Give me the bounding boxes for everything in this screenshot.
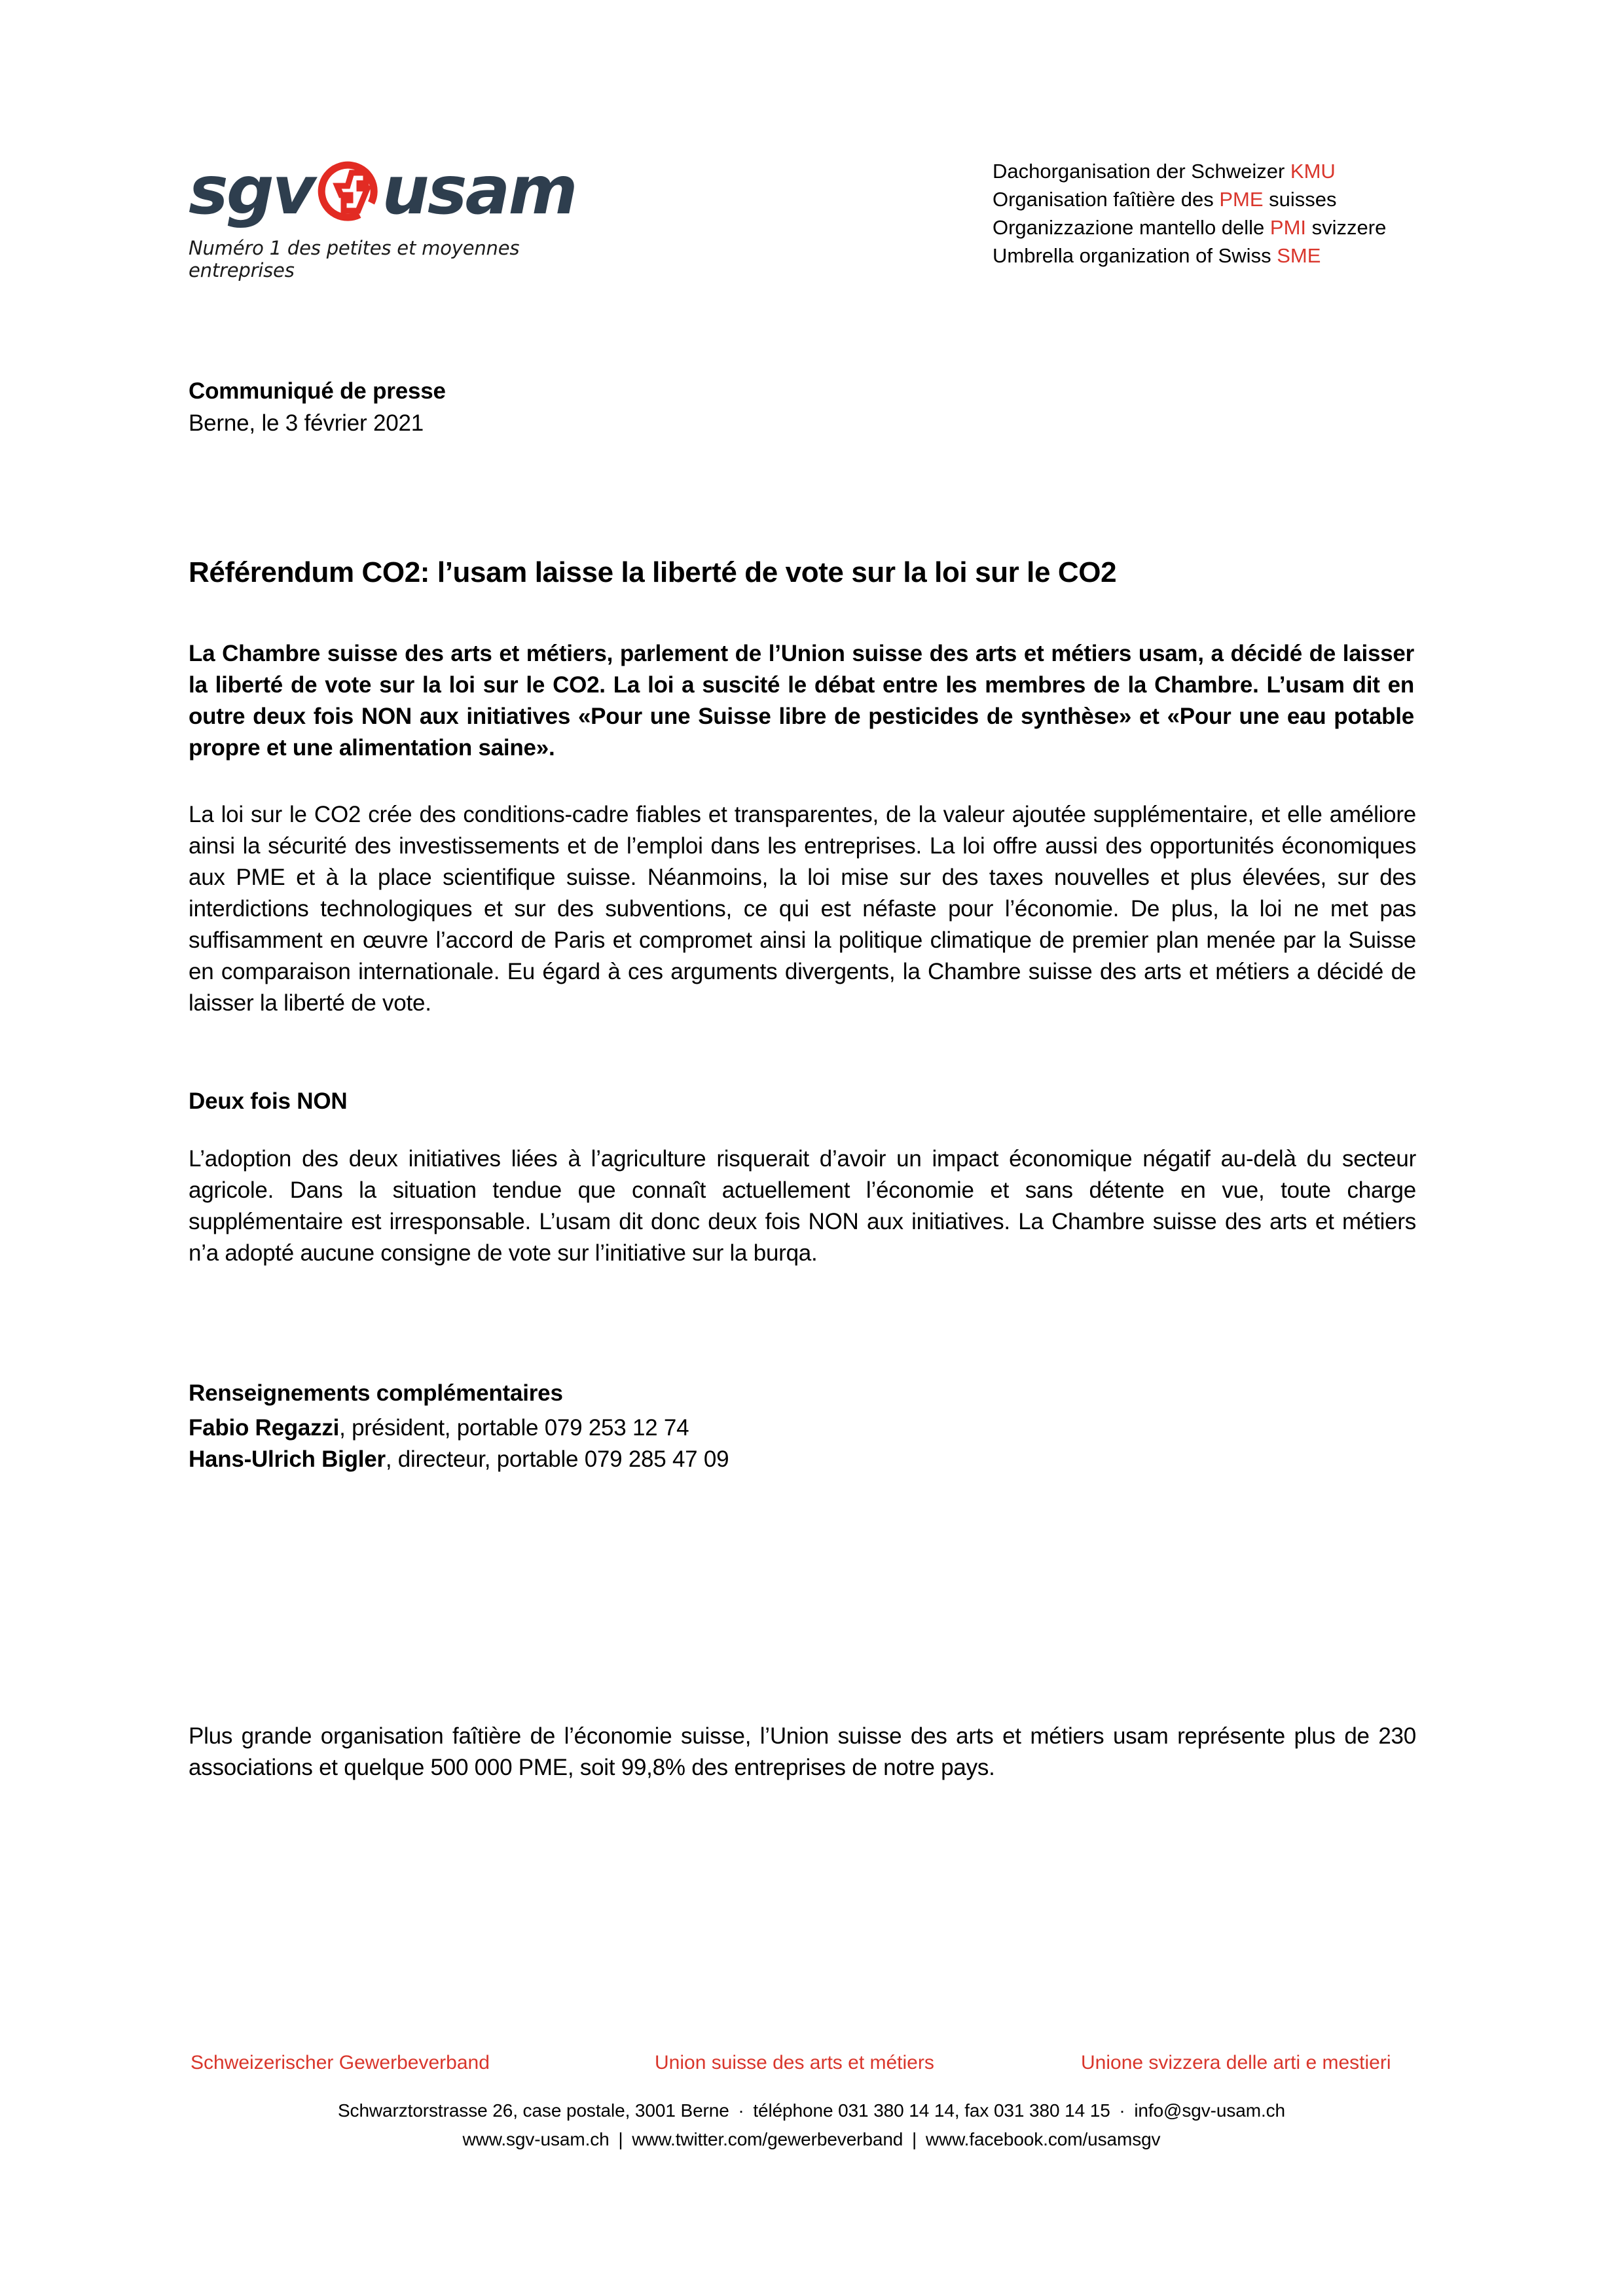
footer-separator-pipe: | [613,2129,629,2149]
lang-fr-accent: PME [1219,188,1264,211]
contact-row [189,1444,729,1475]
section-subheading: Deux fois NON [189,1088,348,1115]
header-lang-line-fr [993,185,1386,213]
logo-tagline: Numéro 1 des petites et moyennes entreprises [189,237,520,281]
body-paragraph-1: La loi sur le CO2 crée des conditions-cadre fiables et transparentes, de la valeur ajoutée supplémentaire, et elle améliore ainsi la sécurité des investissements et de l’emploi dans les entreprises. La loi offre aussi des opportunités économiques aux PME et à la place scientifique suisse. Néanmoins, la loi mise sur des taxes nouvelles et plus élevées, sur des interdictions technologiques et sur des subventions, ce qui est néfaste pour l’économie. De plus, la loi ne met pas suffisamment en œuvre l’accord de Paris et compromet ainsi la politique climatique de premier plan menée par la Suisse en comparaison internationale. Eu égard à ces arguments divergents, la Chambre suisse des arts et métiers a décidé de laisser la liberté de vote. [189,802,1416,1016]
logo-text-usam: usam [382,152,576,230]
document-footer [0,2052,1623,2154]
lang-fr-before: Organisation faîtière des [993,188,1220,211]
footer-twitter-link[interactable]: www.twitter.com/gewerbeverband [632,2129,903,2149]
lang-de-before: Dachorganisation der Schweizer [993,160,1290,183]
header-lang-line-en [993,242,1386,270]
contacts-list [189,1412,729,1475]
footer-org-name-it: Unione svizzera delle arti e mestieri [1081,2052,1391,2073]
body-paragraph-2: L’adoption des deux initiatives liées à l’agriculture risquerait d’avoir un impact économique négatif au-delà du secteur agricole. Dans la situation tendue que connaît actuellement l’économie et sans détente en vue, toute charge supplémentaire est irresponsable. L’usam dit donc deux fois NON aux initiatives. La Chambre suisse des arts et métiers n’a adopté aucune consigne de vote sur l’initiative sur la burqa. [189,1146,1416,1266]
document-header [0,0,1623,281]
contacts-heading: Renseignements complémentaires [189,1380,563,1407]
footer-postal-address: Schwarztorstrasse 26, case postale, 3001 Berne [337,2100,729,2121]
footer-org-names [0,2052,1623,2081]
lang-it-accent: PMI [1269,216,1307,239]
lang-it-before: Organizzazione mantello delle [993,216,1270,239]
lang-it-after: svizzere [1306,216,1387,239]
contact-name: Hans-Ulrich Bigler [189,1446,386,1472]
footer-separator-dot: · [733,2100,750,2121]
contact-row [189,1412,729,1444]
lang-fr-after: suisses [1263,188,1337,211]
footer-website-link[interactable]: www.sgv-usam.ch [462,2129,610,2149]
footer-phone-fax: téléphone 031 380 14 14, fax 031 380 14 15 [753,2100,1110,2121]
footer-org-name-fr: Union suisse des arts et métiers [655,2052,934,2073]
logo-text-sgv: sgv [189,152,314,230]
contact-details: , directeur, portable 079 285 47 09 [385,1446,729,1472]
lang-en-before: Umbrella organization of Swiss [993,244,1277,267]
header-lang-line-de [993,157,1386,185]
usam-swiss-cross-emblem-icon [311,154,384,228]
contact-name: Fabio Regazzi [189,1415,340,1441]
logo-wordmark-row [189,154,608,228]
release-dateline: Berne, le 3 février 2021 [189,410,424,436]
lang-de-accent: KMU [1290,160,1336,183]
usam-logo [189,154,608,281]
footer-facebook-link[interactable]: www.facebook.com/usamsgv [925,2129,1161,2149]
release-type-label: Communiqué de presse [189,378,446,404]
footer-links-line [0,2125,1623,2154]
footer-org-name-de: Schweizerischer Gewerbeverband [191,2052,490,2073]
header-language-lines [993,157,1386,270]
lang-en-accent: SME [1277,244,1321,267]
contact-details: , président, portable 079 253 12 74 [339,1415,689,1441]
footer-address-line [0,2096,1623,2125]
footer-separator-dot: · [1114,2100,1131,2121]
footer-email-link[interactable]: info@sgv-usam.ch [1134,2100,1285,2121]
page-title: Référendum CO2: l’usam laisse la liberté de vote sur la loi sur le CO2 [189,556,1117,589]
lead-paragraph: La Chambre suisse des arts et métiers, parlement de l’Union suisse des arts et métiers usam, a décidé de laisser la liberté de vote sur la loi sur le CO2. La loi a suscité le débat entre les membres de la Chambre. L’usam dit en outre deux fois NON aux initiatives «Pour une Suisse libre de pesticides de synthèse» et «Pour une eau potable propre et une alimentation saine». [189,641,1414,761]
footer-separator-pipe: | [907,2129,922,2149]
boilerplate-paragraph: Plus grande organisation faîtière de l’économie suisse, l’Union suisse des arts et métiers usam représente plus de 230 associations et quelque 500 000 PME, soit 99,8% des entreprises de notre pays. [189,1723,1416,1780]
header-lang-line-it [993,213,1386,242]
